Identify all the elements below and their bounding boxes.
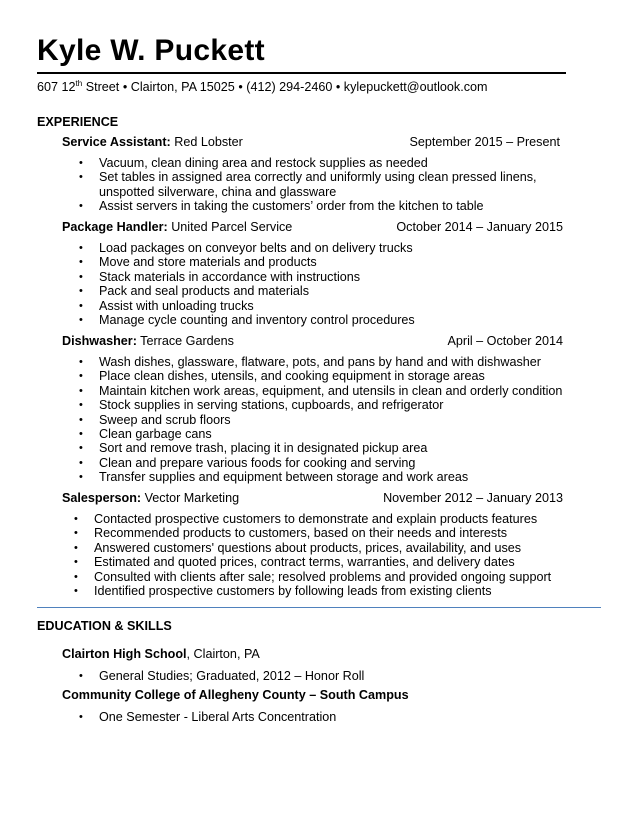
separator-bullet: • (122, 80, 128, 94)
school-name: Clairton High School (62, 647, 187, 661)
education-heading: EDUCATION & SKILLS (37, 619, 172, 633)
email-address: kylepuckett@outlook.com (343, 80, 488, 94)
school-details-list (79, 669, 559, 683)
list-item: • Assist servers in taking the customers’ order from the kitchen to table (79, 199, 549, 213)
job-title: Package Handler: (62, 220, 168, 234)
city-state-zip: Clairton, PA 15025 (130, 80, 235, 94)
separator-bullet: • (238, 80, 243, 94)
list-item: • Answered customers' questions about products, prices, availability, and uses (74, 541, 594, 555)
job-dates: November 2012 – January 2013 (383, 491, 563, 505)
job-title: Service Assistant: (62, 135, 171, 149)
list-item: • Sort and remove trash, placing it in designated pickup area (79, 441, 579, 455)
job-duties-list (79, 355, 579, 485)
list-item: • Move and store materials and products (79, 255, 559, 269)
job-dates: October 2014 – January 2015 (396, 220, 563, 234)
phone-number: (412) 294-2460 (246, 80, 333, 94)
job-duties-list (79, 241, 559, 327)
list-item: • One Semester - Liberal Arts Concentration (79, 710, 559, 724)
name-underline (37, 72, 566, 74)
job-title-line (62, 334, 234, 348)
list-item: • Estimated and quoted prices, contract terms, warranties, and delivery dates (74, 555, 594, 569)
list-item: • Stock supplies in serving stations, cupboards, and refrigerator (79, 398, 579, 412)
list-item: • General Studies; Graduated, 2012 – Honor Roll (79, 669, 559, 683)
job-company: Vector Marketing (141, 491, 240, 505)
separator-bullet: • (335, 80, 341, 94)
street-name: Street (82, 80, 120, 94)
list-item: • Contacted prospective customers to demonstrate and explain products features (74, 512, 594, 526)
resume-name: Kyle W. Puckett (37, 34, 265, 67)
list-item: • Wash dishes, glassware, flatware, pots, and pans by hand and with dishwasher (79, 355, 579, 369)
list-item: • Recommended products to customers, based on their needs and interests (74, 526, 594, 540)
school-line (62, 647, 260, 661)
list-item: • Sweep and scrub floors (79, 413, 579, 427)
job-title-line (62, 220, 292, 234)
job-title-line (62, 135, 243, 149)
job-dates: September 2015 – Present (409, 135, 560, 149)
job-company: Terrace Gardens (136, 334, 234, 348)
job-company: Red Lobster (170, 135, 243, 149)
list-item: • Consulted with clients after sale; resolved problems and provided ongoing support (74, 570, 594, 584)
list-item: • Load packages on conveyor belts and on delivery trucks (79, 241, 559, 255)
list-item: • Vacuum, clean dining area and restock supplies as needed (79, 156, 549, 170)
contact-line (37, 80, 487, 94)
job-dates: April – October 2014 (447, 334, 563, 348)
list-item: • Place clean dishes, utensils, and cooking equipment in storage areas (79, 369, 579, 383)
list-item: • Transfer supplies and equipment between storage and work areas (79, 470, 579, 484)
school-name: Community College of Allegheny County – South Campus (62, 688, 409, 702)
list-item: • Clean and prepare various foods for cooking and serving (79, 456, 579, 470)
experience-heading: EXPERIENCE (37, 115, 119, 129)
list-item: • Assist with unloading trucks (79, 299, 559, 313)
list-item: • Pack and seal products and materials (79, 284, 559, 298)
list-item: • Manage cycle counting and inventory control procedures (79, 313, 559, 327)
school-line (62, 688, 409, 702)
list-item: • Identified prospective customers by following leads from existing clients (74, 584, 594, 598)
job-company: United Parcel Service (167, 220, 293, 234)
job-title: Salesperson: (62, 491, 142, 505)
list-item: • Set tables in assigned area correctly and uniformly using clean pressed linens, unspotted silverware, china and glassware (79, 170, 549, 199)
job-duties-list (74, 512, 594, 598)
section-divider (37, 607, 601, 608)
job-title: Dishwasher: (62, 334, 137, 348)
list-item: • Maintain kitchen work areas, equipment, and utensils in clean and orderly condition (79, 384, 579, 398)
street-number: 607 12 (37, 80, 76, 94)
list-item: • Clean garbage cans (79, 427, 579, 441)
school-location: , Clairton, PA (186, 647, 260, 661)
job-title-line (62, 491, 239, 505)
school-details-list (79, 710, 559, 724)
list-item: • Stack materials in accordance with instructions (79, 270, 559, 284)
job-duties-list (79, 156, 549, 214)
street-suffix: th (75, 78, 83, 88)
